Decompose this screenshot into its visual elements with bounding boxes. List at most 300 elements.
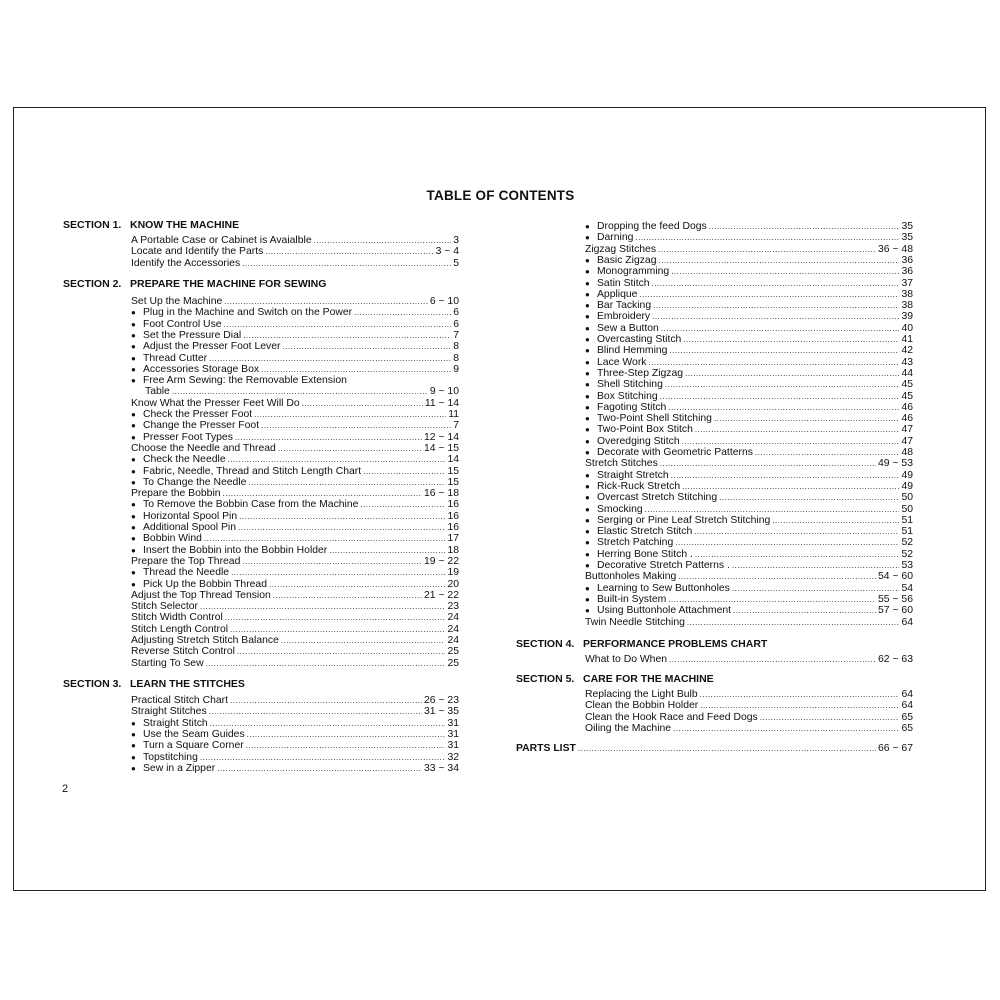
entry-page: 36: [901, 266, 913, 278]
bullet-icon: ●: [131, 729, 136, 739]
entry-page: 16 ~ 18: [424, 488, 459, 500]
toc-entry[interactable]: [585, 723, 913, 734]
dot-leader: [247, 729, 446, 740]
entry-title: Lace Work: [597, 356, 647, 368]
entry-title: Darning: [597, 232, 634, 244]
toc-entry[interactable]: [131, 658, 459, 669]
entry-page: 49: [901, 480, 913, 492]
toc-entry[interactable]: [131, 706, 459, 717]
entry-page: 5: [453, 257, 459, 269]
entry-title: Stitch Width Control: [131, 612, 223, 624]
entry-title: Oiling the Machine: [585, 722, 672, 734]
dot-leader: [204, 533, 446, 544]
entry-page: 33 ~ 34: [424, 762, 459, 774]
toc-entry[interactable]: [131, 624, 459, 635]
dot-leader: [673, 723, 899, 734]
entry-page: 16: [447, 499, 459, 511]
bullet-icon: ●: [585, 255, 590, 265]
toc-entry[interactable]: [585, 413, 913, 424]
bullet-icon: ●: [585, 470, 590, 480]
toc-entry[interactable]: [131, 511, 459, 522]
dot-leader: [671, 470, 900, 481]
bullet-icon: ●: [585, 368, 590, 378]
entry-title: Table: [145, 386, 170, 398]
entry-page: 23: [447, 601, 459, 613]
entry-page: 14: [447, 454, 459, 466]
dot-leader: [235, 432, 422, 443]
toc-entry[interactable]: [585, 617, 913, 628]
toc-entry[interactable]: [585, 605, 913, 616]
toc-entry[interactable]: [585, 379, 913, 390]
bullet-icon: ●: [131, 718, 136, 728]
entry-page: 43: [901, 356, 913, 368]
toc-entry[interactable]: [585, 232, 913, 243]
entry-page: 31: [447, 740, 459, 752]
dot-leader: [200, 601, 445, 612]
entry-page: 64: [901, 700, 913, 712]
entry-title: Choose the Needle and Thread: [131, 442, 276, 454]
toc-entry[interactable]: [131, 296, 459, 307]
entry-page: 32: [447, 751, 459, 763]
toc-entry[interactable]: [585, 654, 913, 665]
bullet-icon: ●: [585, 267, 590, 277]
dot-leader: [700, 689, 900, 700]
toc-entry[interactable]: [585, 289, 913, 300]
dot-leader: [661, 323, 900, 334]
dot-leader: [660, 458, 876, 469]
toc-entry[interactable]: [131, 246, 459, 257]
parts-list-title: PARTS LIST: [516, 743, 576, 754]
bullet-icon: ●: [585, 493, 590, 503]
entry-page: 36: [901, 254, 913, 266]
bullet-icon: ●: [131, 342, 136, 352]
dot-leader: [682, 436, 900, 447]
bullet-icon: ●: [585, 346, 590, 356]
dot-leader: [261, 420, 451, 431]
entry-title: Box Stitching: [597, 390, 658, 402]
toc-entry[interactable]: [585, 402, 913, 413]
entry-title: Change the Presser Foot: [143, 420, 260, 432]
dot-leader: [578, 743, 876, 754]
dot-leader: [273, 590, 422, 601]
toc-entry[interactable]: [131, 545, 459, 556]
toc-entry[interactable]: [131, 420, 459, 431]
entry-title: Buttonholes Making: [585, 571, 677, 583]
bullet-icon: ●: [585, 425, 590, 435]
entry-page: 11: [448, 409, 459, 420]
entry-page: 31 ~ 35: [424, 706, 459, 718]
toc-entry[interactable]: [585, 571, 913, 582]
entry-page: 24: [447, 612, 459, 624]
entry-title: Sew in a Zipper: [143, 762, 216, 774]
entry-title: Basic Zigzag: [597, 254, 657, 266]
section-5-header: [516, 673, 714, 685]
toc-entry[interactable]: [585, 436, 913, 447]
dot-leader: [206, 658, 446, 669]
toc-entry[interactable]: [585, 345, 913, 356]
dot-leader: [239, 511, 445, 522]
toc-entry[interactable]: [131, 330, 459, 341]
dot-leader: [238, 522, 445, 533]
entry-page: 35: [901, 232, 913, 244]
entry-page: 64: [901, 689, 913, 700]
dot-leader: [635, 232, 899, 243]
toc-entry[interactable]: [585, 300, 913, 311]
entry-page: 9: [453, 363, 459, 375]
toc-entry[interactable]: [585, 266, 913, 277]
toc-entry[interactable]: [585, 549, 913, 560]
toc-entry[interactable]: [131, 740, 459, 751]
entry-page: 35: [901, 221, 913, 232]
entry-page: 45: [901, 379, 913, 391]
dot-leader: [658, 255, 899, 266]
toc-entry[interactable]: [131, 258, 459, 269]
toc-entry[interactable]: [131, 398, 459, 409]
entry-title: To Change the Needle: [143, 476, 247, 488]
toc-entry[interactable]: [131, 235, 459, 246]
dot-leader: [282, 341, 451, 352]
bullet-icon: ●: [585, 549, 590, 559]
entry-page: 65: [901, 711, 913, 723]
toc-entry[interactable]: [585, 458, 913, 469]
toc-entry[interactable]: [585, 712, 913, 723]
entry-title: Prepare the Top Thread: [131, 555, 241, 567]
entry-page: 57 ~ 60: [878, 605, 913, 617]
toc-entry[interactable]: [585, 424, 913, 435]
entry-page: 39: [901, 311, 913, 323]
bullet-icon: ●: [585, 323, 590, 333]
entry-title: Shell Stitching: [597, 379, 663, 391]
toc-entry[interactable]: [585, 278, 913, 289]
toc-entry[interactable]: [131, 556, 459, 567]
dot-leader: [709, 221, 900, 232]
entry-title: Serging or Pine Leaf Stretch Stitching: [597, 514, 771, 526]
entry-page: 24: [447, 635, 459, 646]
toc-entry[interactable]: [131, 341, 459, 352]
bullet-icon: ●: [585, 380, 590, 390]
entry-page: 6: [453, 307, 459, 319]
entry-page: 51: [901, 514, 913, 526]
dot-leader: [265, 246, 433, 257]
dot-leader: [242, 556, 422, 567]
entry-page: 46: [901, 413, 913, 425]
toc-entry[interactable]: [585, 560, 913, 571]
toc-entry[interactable]: [585, 504, 913, 515]
entry-page: 25: [447, 646, 459, 658]
entry-title: Satin Stitch: [597, 277, 650, 289]
entry-page: 38: [901, 300, 913, 312]
dot-leader: [732, 560, 900, 571]
bullet-icon: ●: [585, 278, 590, 288]
toc-entry[interactable]: [131, 307, 459, 318]
entry-title: Blind Hemming: [597, 345, 668, 357]
dot-leader: [719, 492, 899, 503]
toc-entry[interactable]: [131, 522, 459, 533]
entry-page: 19 ~ 22: [424, 555, 459, 567]
entry-page: 24: [447, 623, 459, 635]
entry-title: Plug in the Machine and Switch on the Power: [143, 307, 353, 319]
dot-leader: [210, 718, 446, 729]
dot-leader: [354, 307, 451, 318]
entry-page: 6: [453, 318, 459, 330]
toc-entry[interactable]: [585, 492, 913, 503]
toc-entry[interactable]: [131, 718, 459, 729]
bullet-icon: ●: [131, 752, 136, 762]
section-title: PREPARE THE MACHINE FOR SEWING: [130, 278, 327, 290]
entry-title: Stitch Selector: [131, 601, 198, 613]
toc-entry[interactable]: [131, 752, 459, 763]
entry-title: Use the Seam Guides: [143, 728, 245, 740]
dot-leader: [278, 443, 422, 454]
toc-entry[interactable]: [585, 526, 913, 537]
bullet-icon: ●: [585, 538, 590, 548]
dot-leader: [209, 706, 422, 717]
entry-title: Decorate with Geometric Patterns: [597, 447, 753, 458]
bullet-icon: ●: [585, 301, 590, 311]
entry-title: Thread Cutter: [143, 352, 208, 364]
entry-page: 66 ~ 67: [878, 743, 913, 754]
entry-page: 20: [447, 578, 459, 590]
dot-leader: [687, 617, 900, 628]
toc-entry[interactable]: [131, 454, 459, 465]
entry-page: 46: [901, 401, 913, 413]
entry-page: 7: [453, 420, 459, 432]
entry-title: Adjust the Presser Foot Lever: [143, 341, 281, 353]
toc-entry[interactable]: [585, 244, 913, 255]
bullet-icon: ●: [131, 376, 136, 386]
entry-page: 16: [447, 522, 459, 533]
toc-entry[interactable]: [131, 432, 459, 443]
entry-title: Using Buttonhole Attachment: [597, 605, 732, 617]
dot-leader: [363, 466, 445, 477]
dot-leader: [732, 583, 900, 594]
toc-entry[interactable]: [131, 590, 459, 601]
section-3-header: [63, 678, 245, 690]
entry-page: 15: [447, 465, 459, 477]
dot-leader: [302, 398, 423, 409]
toc-entry[interactable]: [585, 481, 913, 492]
bullet-icon: ●: [131, 741, 136, 751]
entry-title: Set Up the Machine: [131, 296, 223, 307]
toc-entry[interactable]: [131, 466, 459, 477]
dot-leader: [668, 402, 899, 413]
dot-leader: [200, 752, 446, 763]
entry-title: Pick Up the Bobbin Thread: [143, 578, 267, 590]
bullet-icon: ●: [585, 527, 590, 537]
section-2-header: [63, 278, 326, 290]
toc-entry[interactable]: [131, 646, 459, 657]
toc-entry[interactable]: [585, 357, 913, 368]
toc-entry[interactable]: [131, 533, 459, 544]
entry-title: Set the Pressure Dial: [143, 329, 242, 341]
dot-leader: [669, 345, 899, 356]
entry-title: Bobbin Wind: [143, 533, 202, 545]
entry-title: Check the Needle: [143, 454, 226, 466]
toc-entry[interactable]: [131, 612, 459, 623]
dot-leader: [653, 300, 899, 311]
toc-entry[interactable]: [131, 409, 459, 420]
dot-leader: [223, 488, 422, 499]
toc-entry[interactable]: [585, 515, 913, 526]
entry-page: 17: [447, 533, 459, 545]
bullet-icon: ●: [131, 410, 136, 419]
toc-entry[interactable]: [131, 729, 459, 740]
parts-list-entry[interactable]: [516, 743, 913, 754]
dot-leader: [682, 481, 899, 492]
toc-entry[interactable]: [131, 488, 459, 499]
entry-title: Twin Needle Stitching: [585, 616, 685, 628]
dot-leader: [314, 235, 452, 246]
bullet-icon: ●: [131, 432, 136, 442]
bullet-icon: ●: [585, 335, 590, 344]
bullet-icon: ●: [585, 504, 590, 514]
toc-entry[interactable]: [131, 364, 459, 375]
section-title: CARE FOR THE MACHINE: [583, 673, 714, 685]
entry-title: Stretch Patching: [597, 537, 674, 549]
entry-title: Fagoting Stitch: [597, 401, 667, 413]
toc-entry[interactable]: [585, 447, 913, 458]
page-title: TABLE OF CONTENTS: [426, 188, 575, 203]
entry-page: 7: [453, 329, 459, 341]
toc-entry[interactable]: [585, 700, 913, 711]
toc-entry[interactable]: [131, 635, 459, 646]
toc-entry[interactable]: [585, 583, 913, 594]
entry-title: Overcasting Stitch: [597, 334, 682, 345]
entry-title: Applique: [597, 288, 638, 300]
toc-entry[interactable]: [131, 443, 459, 454]
entry-title: Rick-Ruck Stretch: [597, 480, 681, 492]
dot-leader: [645, 504, 900, 515]
entry-title: Decorative Stretch Patterns .: [597, 560, 730, 571]
bullet-icon: ●: [131, 308, 136, 318]
dot-leader: [243, 330, 451, 341]
toc-entry[interactable]: [585, 391, 913, 402]
toc-entry[interactable]: [131, 319, 459, 330]
toc-entry[interactable]: [131, 763, 459, 774]
dot-leader: [694, 526, 899, 537]
entry-page: 6 ~ 10: [429, 296, 459, 307]
entry-title: Herring Bone Stitch .: [597, 548, 693, 560]
bullet-icon: ●: [585, 606, 590, 616]
toc-entry[interactable]: [585, 368, 913, 379]
toc-entry[interactable]: [585, 594, 913, 605]
toc-entry[interactable]: [585, 255, 913, 266]
document-page: [13, 107, 986, 891]
bullet-icon: ●: [131, 534, 136, 544]
bullet-icon: ●: [585, 414, 590, 424]
toc-entry[interactable]: [131, 353, 459, 364]
entry-page: 3: [453, 235, 459, 246]
entry-page: 3 ~ 4: [435, 246, 459, 258]
entry-page: 53: [901, 560, 913, 571]
entry-title: Overedging Stitch: [597, 435, 680, 447]
entry-title: Identify the Accessories: [131, 257, 241, 269]
entry-title: Presser Foot Types: [143, 431, 233, 443]
entry-title: Know What the Presser Feet Will Do: [131, 397, 300, 409]
entry-title: Starting To Sew: [131, 657, 204, 669]
section-1-header: [63, 219, 239, 231]
toc-entry[interactable]: [131, 477, 459, 488]
bullet-icon: ●: [585, 357, 590, 367]
entry-page: 25: [447, 657, 459, 669]
dot-leader: [695, 549, 900, 560]
toc-entry[interactable]: [585, 537, 913, 548]
entry-page: 54 ~ 60: [878, 571, 913, 583]
entry-title: Horizontal Spool Pin: [143, 510, 238, 522]
entry-title: Bar Tacking: [597, 300, 652, 312]
dot-leader: [639, 289, 899, 300]
toc-entry[interactable]: [585, 323, 913, 334]
dot-leader: [269, 579, 445, 590]
entry-page: 38: [901, 288, 913, 300]
dot-leader: [678, 571, 876, 582]
bullet-icon: ●: [131, 353, 136, 363]
entry-title: Two-Point Box Stitch: [597, 424, 693, 436]
bullet-icon: ●: [585, 402, 590, 412]
entry-page: 14 ~ 15: [424, 442, 459, 454]
entry-page: 45: [901, 390, 913, 402]
bullet-icon: ●: [131, 568, 136, 578]
toc-entry[interactable]: [131, 695, 459, 706]
toc-entry[interactable]: [131, 567, 459, 578]
toc-entry[interactable]: [585, 470, 913, 481]
dot-leader: [671, 266, 899, 277]
dot-leader: [224, 296, 428, 307]
bullet-icon: ●: [131, 500, 136, 510]
entry-page: 64: [901, 616, 913, 628]
entry-page: 49: [901, 469, 913, 481]
page-number: 2: [62, 783, 69, 795]
bullet-icon: ●: [585, 391, 590, 401]
dot-leader: [248, 477, 445, 488]
dot-leader: [360, 499, 445, 510]
toc-entry[interactable]: [585, 689, 913, 700]
toc-entry[interactable]: [145, 386, 459, 397]
dot-leader: [772, 515, 899, 526]
bullet-icon: ●: [585, 515, 590, 525]
toc-entry[interactable]: [131, 375, 459, 386]
toc-entry[interactable]: [131, 601, 459, 612]
dot-leader: [329, 545, 445, 556]
entry-title: Elastic Stretch Stitch: [597, 526, 693, 538]
entry-page: 55 ~ 56: [878, 593, 913, 605]
bullet-icon: ●: [585, 436, 590, 446]
entry-page: 37: [901, 277, 913, 289]
entry-page: 62 ~ 63: [878, 654, 913, 665]
entry-title: Insert the Bobbin into the Bobbin Holder: [143, 544, 328, 556]
dot-leader: [685, 368, 899, 379]
toc-entry[interactable]: [131, 499, 459, 510]
dot-leader: [172, 386, 428, 397]
toc-entry[interactable]: [131, 579, 459, 590]
entry-page: 52: [901, 537, 913, 549]
bullet-icon: ●: [131, 763, 136, 773]
dot-leader: [242, 258, 451, 269]
dot-leader: [665, 379, 900, 390]
section-title: KNOW THE MACHINE: [130, 219, 240, 231]
entry-page: 16: [447, 510, 459, 522]
toc-entry[interactable]: [585, 311, 913, 322]
toc-entry[interactable]: [585, 221, 913, 232]
bullet-icon: ●: [131, 330, 136, 340]
dot-leader: [760, 712, 900, 723]
entry-title: Straight Stretch: [597, 469, 669, 481]
entry-title: Sew a Button: [597, 322, 659, 334]
section-number: SECTION 1.: [63, 219, 122, 231]
dot-leader: [217, 763, 422, 774]
entry-page: 42: [901, 345, 913, 357]
toc-entry[interactable]: [585, 334, 913, 345]
